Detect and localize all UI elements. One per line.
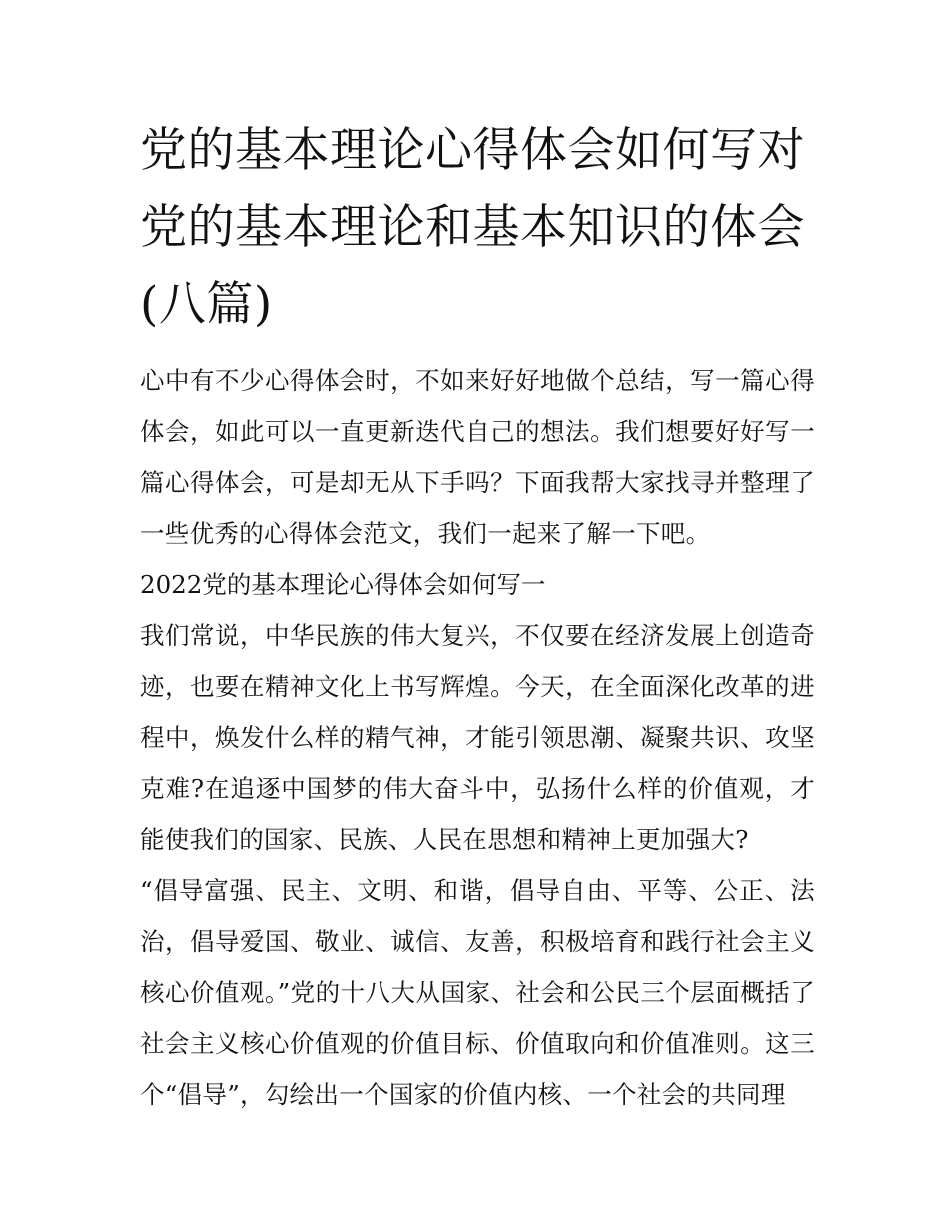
body-paragraph-1: 我们常说，中华民族的伟大复兴，不仅要在经济发展上创造奇迹，也要在精神文化上书写辉煌。今天，在全面深化改革的进程中，焕发什么样的精气神，才能引领思潮、凝聚共识、攻坚克难?在追逐中国梦的伟大奋斗中，弘扬什么样的价值观，才能使我们的国家、民族、人民在思想和精神上更加强大? bbox=[140, 621, 815, 854]
intro-paragraph: 心中有不少心得体会时，不如来好好地做个总结，写一篇心得体会，如此可以一直更新迭代自己的想法。我们想要好好写一篇心得体会，可是却无从下手吗？下面我帮大家找寻并整理了一些优秀的心得体会范文，我们一起来了解一下吧。 bbox=[140, 366, 815, 548]
document-body bbox=[140, 112, 815, 1120]
document-title: 党的基本理论心得体会如何写对党的基本理论和基本知识的体会(八篇) bbox=[140, 123, 805, 332]
section-heading: 2022党的基本理论心得体会如何写一 bbox=[140, 570, 546, 599]
body-paragraph-2: “倡导富强、民主、文明、和谐，倡导自由、平等、公正、法治，倡导爱国、敬业、诚信、友善，积极培育和践行社会主义核心价值观。”党的十八大从国家、社会和公民三个层面概括了社会主义核心价值观的价值目标、价值取向和价值准则。这三个“倡导”，勾绘出一个国家的价值内核、一个社会的共同理 bbox=[140, 876, 816, 1109]
